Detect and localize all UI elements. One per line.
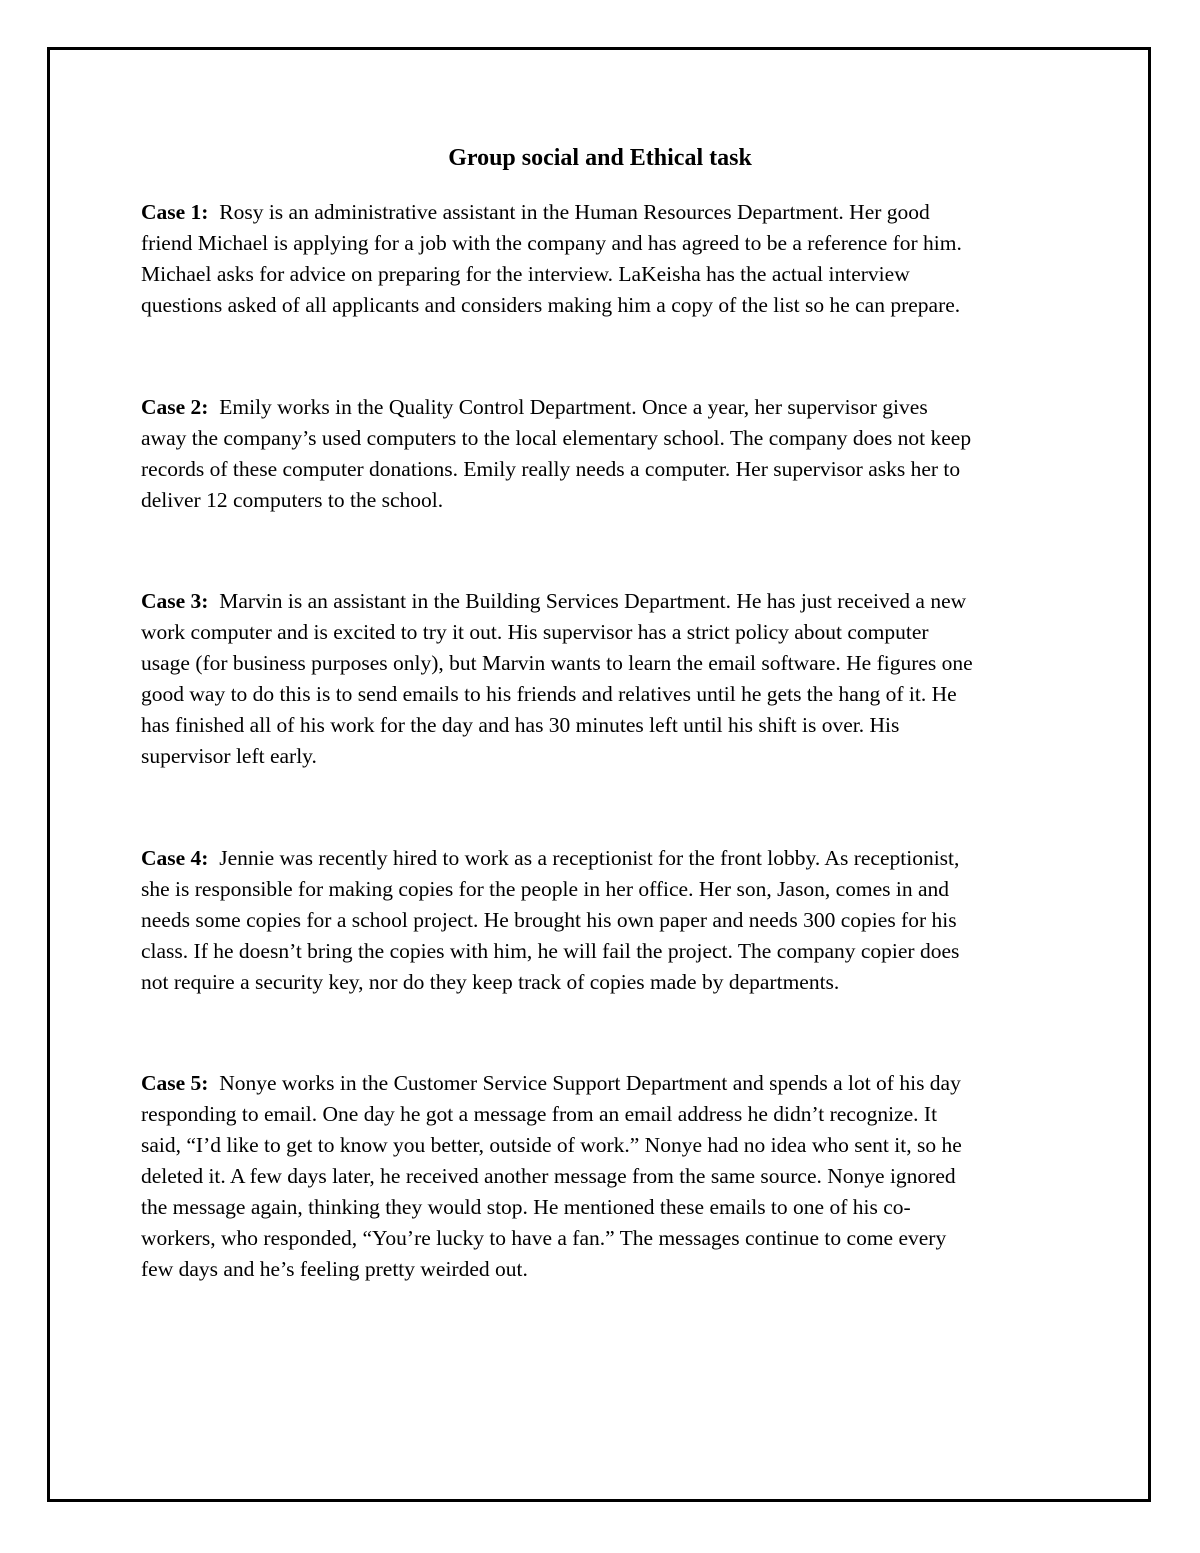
case-paragraph-4 <box>141 843 1066 998</box>
case-label-2: Case 2: <box>141 395 209 419</box>
case-paragraph-1 <box>141 197 1066 321</box>
case-label-5: Case 5: <box>141 1071 209 1095</box>
document-title: Group social and Ethical task <box>448 145 752 171</box>
case-paragraph-2 <box>141 392 1066 516</box>
case-paragraph-3 <box>141 586 1066 772</box>
case-text-2: Emily works in the Quality Control Department. Once a year, her supervisor gives away the company’s used computers to the local elementary school. The company does not keep records of these computer donations. Emily really needs a computer. Her supervisor asks her to deliver 12 computers to the school. <box>141 395 972 512</box>
case-label-1: Case 1: <box>141 200 209 224</box>
case-text-1: Rosy is an administrative assistant in the Human Resources Department. Her good friend Michael is applying for a job with the company and has agreed to be a reference for him. Michael asks for advice on preparing for the interview. LaKeisha has the actual interview questions asked of all applicants and considers making him a copy of the list so he can prepare. <box>141 200 962 317</box>
case-text-4: Jennie was recently hired to work as a receptionist for the front lobby. As receptionist, she is responsible for making copies for the people in her office. Her son, Jason, comes in and needs some copies for a school project. He brought his own paper and needs 300 copies for his class. If he doesn’t bring the copies with him, he will fail the project. The company copier does not require a security key, nor do they keep track of copies made by departments. <box>141 846 960 994</box>
case-label-3: Case 3: <box>141 589 209 613</box>
case-text-3: Marvin is an assistant in the Building Services Department. He has just received a new work computer and is excited to try it out. His supervisor has a strict policy about computer usage (for business purposes only), but Marvin wants to learn the email software. He figures one good way to do this is to send emails to his friends and relatives until he gets the hang of it. He has finished all of his work for the day and has 30 minutes left until his shift is over. His supervisor left early. <box>141 589 973 768</box>
case-paragraph-5 <box>141 1068 1066 1285</box>
case-label-4: Case 4: <box>141 846 209 870</box>
case-text-5: Nonye works in the Customer Service Support Department and spends a lot of his day responding to email. One day he got a message from an email address he didn’t recognize. It said, “I’d like to get to know you better, outside of work.” Nonye had no idea who sent it, so he deleted it. A few days later, he received another message from the same source. Nonye ignored the message again, thinking they would stop. He mentioned these emails to one of his co- workers, who responded, “You’re lucky to have a fan.” The messages continue to come every few days and he’s feeling pretty weirded out. <box>141 1071 962 1281</box>
